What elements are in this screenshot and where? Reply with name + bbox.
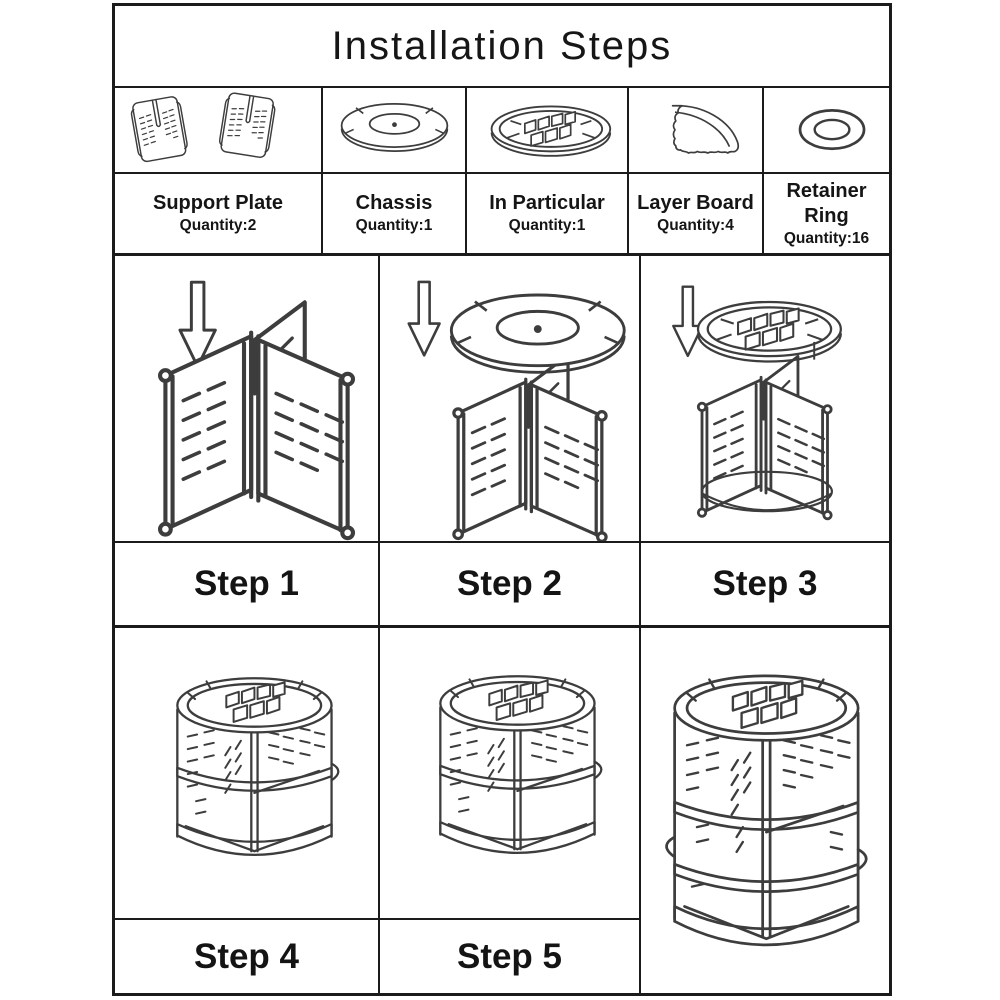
step-5-illustration bbox=[380, 628, 639, 918]
step-5-image-cell bbox=[380, 628, 639, 920]
steps-grid bbox=[115, 256, 889, 994]
steps-column-2 bbox=[380, 256, 641, 994]
installation-table bbox=[112, 3, 892, 996]
part-cell-support-plate bbox=[115, 88, 323, 172]
part-quantity: Quantity:1 bbox=[355, 217, 433, 235]
final-assembly-cell bbox=[641, 628, 889, 994]
part-label-chassis bbox=[323, 174, 467, 253]
step-2-label: Step 2 bbox=[380, 543, 639, 628]
retainer-ring-icon bbox=[764, 88, 889, 172]
top-tray-icon bbox=[467, 88, 627, 172]
step-1-image-cell bbox=[115, 256, 378, 543]
part-quantity: Quantity:1 bbox=[508, 217, 586, 235]
part-cell-retainer-ring bbox=[764, 88, 889, 172]
part-cell-in-particular bbox=[467, 88, 629, 172]
parts-label-row bbox=[115, 174, 889, 256]
page-title: Installation Steps bbox=[115, 6, 889, 88]
part-cell-chassis bbox=[323, 88, 467, 172]
support-plate-icon bbox=[115, 88, 321, 172]
step-5-label: Step 5 bbox=[456, 937, 563, 977]
part-name: Support Plate bbox=[152, 192, 283, 215]
step-1-label: Step 1 bbox=[115, 543, 378, 628]
step-3-illustration bbox=[641, 256, 889, 541]
step-4-image-cell bbox=[115, 628, 378, 920]
parts-image-row bbox=[115, 88, 889, 174]
chassis-icon bbox=[323, 88, 465, 172]
step-1-illustration bbox=[115, 256, 378, 541]
part-name: Retainer Ring bbox=[786, 179, 867, 227]
part-label-in-particular bbox=[467, 174, 629, 253]
part-quantity: Quantity:4 bbox=[657, 217, 734, 235]
step-2-illustration bbox=[380, 256, 639, 541]
part-cell-layer-board bbox=[629, 88, 764, 172]
step-3-image-cell bbox=[641, 256, 889, 543]
part-name: Layer Board bbox=[637, 192, 754, 215]
layer-board-icon bbox=[629, 88, 762, 172]
step-4-label: Step 4 bbox=[193, 937, 300, 977]
step-4-illustration bbox=[115, 628, 378, 918]
part-label-layer-board bbox=[629, 174, 764, 253]
part-quantity: Quantity:2 bbox=[179, 217, 257, 235]
part-label-support-plate bbox=[115, 174, 323, 253]
step-3-label: Step 3 bbox=[641, 543, 889, 628]
part-label-retainer-ring bbox=[764, 174, 889, 253]
part-quantity: Quantity:16 bbox=[783, 229, 870, 247]
steps-column-3 bbox=[641, 256, 889, 994]
part-name: Chassis bbox=[355, 192, 433, 215]
final-assembly-illustration bbox=[641, 628, 889, 994]
part-name: In Particular bbox=[489, 192, 605, 215]
steps-column-1 bbox=[115, 256, 380, 994]
step-2-image-cell bbox=[380, 256, 639, 543]
